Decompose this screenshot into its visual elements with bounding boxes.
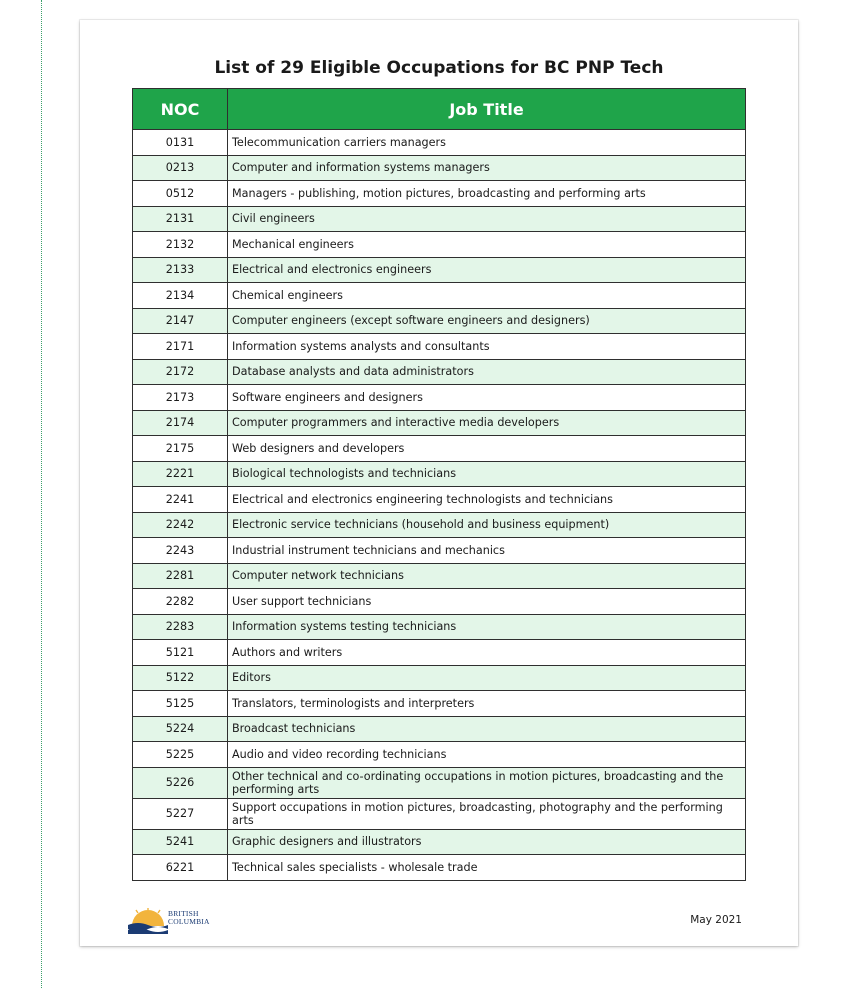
noc-code: 0213 <box>133 155 228 181</box>
noc-code: 5225 <box>133 742 228 768</box>
table-row <box>133 359 746 385</box>
job-title: Database analysts and data administrators <box>228 359 746 385</box>
job-title: Electronic service technicians (household and business equipment) <box>228 512 746 538</box>
logo-text-line1: BRITISH <box>168 909 199 918</box>
table-row <box>133 257 746 283</box>
job-title: Authors and writers <box>228 640 746 666</box>
table-row <box>133 716 746 742</box>
job-title: Web designers and developers <box>228 436 746 462</box>
table-row <box>133 155 746 181</box>
table-row <box>133 232 746 258</box>
noc-code: 5241 <box>133 829 228 855</box>
occupations-table <box>132 88 746 881</box>
noc-code: 2175 <box>133 436 228 462</box>
page-guide-line <box>41 0 42 988</box>
table-row <box>133 385 746 411</box>
table-row <box>133 410 746 436</box>
table-row <box>133 767 746 798</box>
table-row <box>133 206 746 232</box>
noc-code: 2147 <box>133 308 228 334</box>
job-title: Mechanical engineers <box>228 232 746 258</box>
logo-wordmark <box>168 910 210 926</box>
job-title: Electrical and electronics engineers <box>228 257 746 283</box>
noc-code: 6221 <box>133 855 228 881</box>
job-title: Civil engineers <box>228 206 746 232</box>
table-row <box>133 798 746 829</box>
job-title: Chemical engineers <box>228 283 746 309</box>
table-header-row <box>133 89 746 130</box>
job-title: Computer engineers (except software engineers and designers) <box>228 308 746 334</box>
job-title: Graphic designers and illustrators <box>228 829 746 855</box>
table-body <box>133 130 746 881</box>
table-row <box>133 283 746 309</box>
noc-code: 5122 <box>133 665 228 691</box>
british-columbia-logo <box>128 908 228 934</box>
noc-code: 0131 <box>133 130 228 156</box>
noc-code: 5227 <box>133 798 228 829</box>
table-row <box>133 181 746 207</box>
job-title: Broadcast technicians <box>228 716 746 742</box>
document-date: May 2021 <box>690 914 742 926</box>
noc-code: 2171 <box>133 334 228 360</box>
noc-code: 2173 <box>133 385 228 411</box>
noc-code: 2133 <box>133 257 228 283</box>
job-title: Electrical and electronics engineering technologists and technicians <box>228 487 746 513</box>
job-title: Computer and information systems managers <box>228 155 746 181</box>
job-title: Information systems analysts and consultants <box>228 334 746 360</box>
noc-code: 2243 <box>133 538 228 564</box>
noc-code: 2131 <box>133 206 228 232</box>
column-header-noc: NOC <box>133 89 228 130</box>
table-row <box>133 691 746 717</box>
table-row <box>133 308 746 334</box>
noc-code: 2174 <box>133 410 228 436</box>
table-row <box>133 855 746 881</box>
document-page <box>80 20 798 946</box>
noc-code: 5224 <box>133 716 228 742</box>
table-row <box>133 512 746 538</box>
job-title: Audio and video recording technicians <box>228 742 746 768</box>
table-row <box>133 829 746 855</box>
table-row <box>133 436 746 462</box>
job-title: Technical sales specialists - wholesale trade <box>228 855 746 881</box>
table-row <box>133 130 746 156</box>
job-title: Industrial instrument technicians and mechanics <box>228 538 746 564</box>
table-row <box>133 742 746 768</box>
noc-code: 2221 <box>133 461 228 487</box>
noc-code: 2132 <box>133 232 228 258</box>
job-title: Computer network technicians <box>228 563 746 589</box>
bc-sun-icon <box>128 908 168 934</box>
noc-code: 5121 <box>133 640 228 666</box>
job-title: Support occupations in motion pictures, broadcasting, photography and the performing arts <box>228 798 746 829</box>
job-title: User support technicians <box>228 589 746 615</box>
logo-text-line2: COLUMBIA <box>168 917 210 926</box>
column-header-job-title: Job Title <box>228 89 746 130</box>
job-title: Information systems testing technicians <box>228 614 746 640</box>
job-title: Biological technologists and technicians <box>228 461 746 487</box>
table-row <box>133 334 746 360</box>
table-row <box>133 589 746 615</box>
noc-code: 2134 <box>133 283 228 309</box>
job-title: Editors <box>228 665 746 691</box>
table-row <box>133 614 746 640</box>
noc-code: 5226 <box>133 767 228 798</box>
noc-code: 0512 <box>133 181 228 207</box>
table-row <box>133 461 746 487</box>
noc-code: 2242 <box>133 512 228 538</box>
page-title: List of 29 Eligible Occupations for BC PNP Tech <box>214 58 664 78</box>
table-row <box>133 665 746 691</box>
noc-code: 2241 <box>133 487 228 513</box>
job-title: Other technical and co-ordinating occupations in motion pictures, broadcasting and the performing arts <box>228 767 746 798</box>
table-row <box>133 538 746 564</box>
job-title: Translators, terminologists and interpreters <box>228 691 746 717</box>
table-row <box>133 563 746 589</box>
noc-code: 2281 <box>133 563 228 589</box>
noc-code: 2282 <box>133 589 228 615</box>
job-title: Computer programmers and interactive media developers <box>228 410 746 436</box>
noc-code: 5125 <box>133 691 228 717</box>
noc-code: 2283 <box>133 614 228 640</box>
job-title: Managers - publishing, motion pictures, broadcasting and performing arts <box>228 181 746 207</box>
job-title: Software engineers and designers <box>228 385 746 411</box>
table-row <box>133 640 746 666</box>
noc-code: 2172 <box>133 359 228 385</box>
table-row <box>133 487 746 513</box>
job-title: Telecommunication carriers managers <box>228 130 746 156</box>
